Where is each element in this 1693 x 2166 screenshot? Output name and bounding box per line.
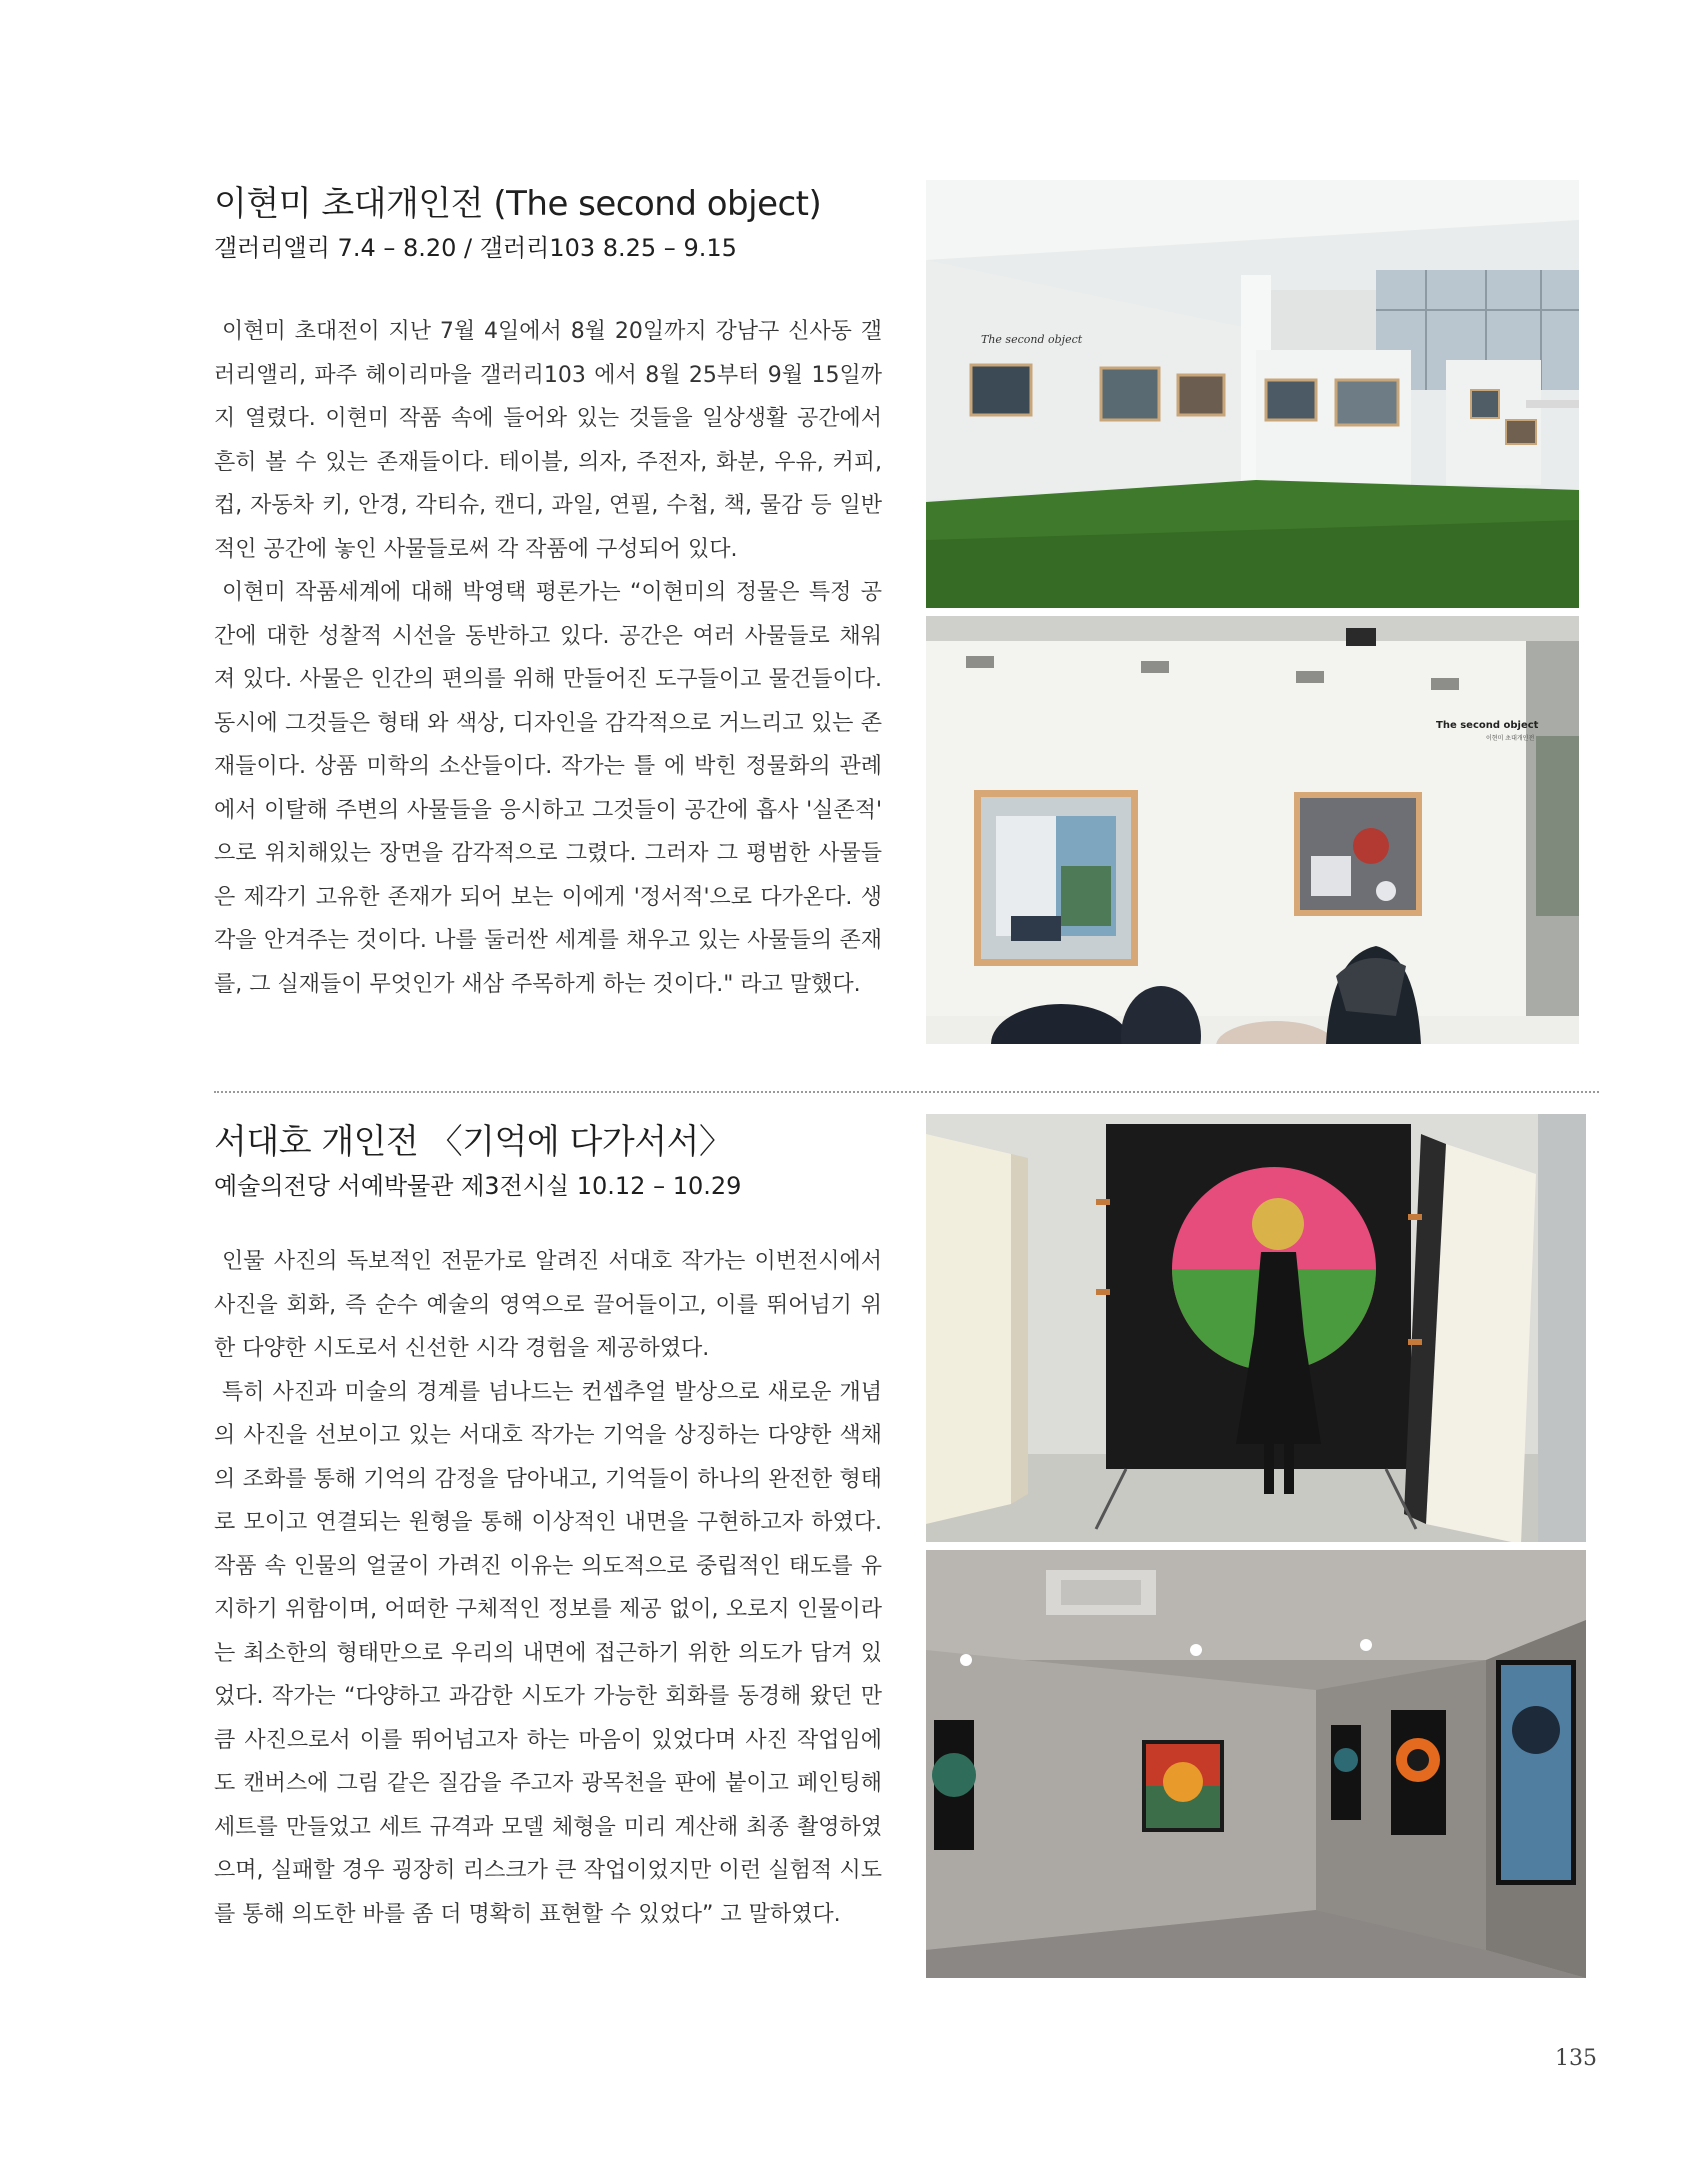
artwork-set-photo [926, 1114, 1586, 1542]
section-divider [214, 1091, 1599, 1093]
page-number: 135 [1555, 2046, 1597, 2071]
section2-paragraph-1: 인물 사진의 독보적인 전문가로 알려진 서대호 작가는 이번전시에서 사진을 회화, 즉 순수 예술의 영역으로 끌어들이고, 이를 뛰어넘기 위한 다양한 시도로서 신선한 시각 경험을 제공하였다. [214, 1249, 882, 1361]
section2-title: 서대호 개인전 〈기억에 다가서서〉 [214, 1122, 733, 1162]
section2-paragraph-2: 특히 사진과 미술의 경계를 넘나드는 컨셉추얼 발상으로 새로운 개념의 사진을 선보이고 있는 서대호 작가는 기억을 상징하는 다양한 색채의 조화를 통해 기억의 감정을 담아내고, 기억들이 하나의 완전한 형태로 모이고 연결되는 원형을 통해 이상적인 내면을 구현하고자 하였다. 작품 속 인물의 얼굴이 가려진 이유는 의도적으로 중립적인 태도를 유지하기 위함이며, 어떠한 구체적인 정보를 제공 없이, 오로지 인물이라는 최소한의 형태만으로 우리의 내면에 접근하기 위한 의도가 담겨 있었다. 작가는 “다양하고 과감한 시도가 가능한 회화를 동경해 왔던 만큼 사진으로서 이를 뛰어넘고자 하는 마음이 있었다며 사진 작업임에도 캔버스에 그림 같은 질감을 주고자 광목천을 판에 붙이고 페인팅해 세트를 만들었고 세트 규격과 모델 체형을 미리 계산해 최종 촬영하였으며, 실패할 경우 굉장히 리스크가 큰 작업이었지만 이런 실험적 시도를 통해 의도한 바를 좀 더 명확히 표현할 수 있었다” 고 말하였다. [214, 1379, 882, 1927]
section2-subtitle: 예술의전당 서예박물관 제3전시실 10.12 – 10.29 [214, 1172, 742, 1200]
photo1-sign-text: The second object [981, 333, 1083, 346]
gallery-photo-4 [926, 1550, 1586, 1978]
section1-body [214, 310, 882, 1006]
section2-body [214, 1240, 882, 1936]
section1-paragraph-2: 이현미 작품세계에 대해 박영택 평론가는 “이현미의 정물은 특정 공간에 대한 성찰적 시선을 동반하고 있다. 공간은 여러 사물들로 채워 져 있다. 사물은 인간의 편의를 위해 만들어진 도구들이고 물건들이다. 동시에 그것들은 형태 와 색상, 디자인을 감각적으로 거느리고 있는 존재들이다. 상품 미학의 소산들이다. 작가는 틀 에 박힌 정물화의 관례에서 이탈해 주변의 사물들을 응시하고 그것들이 공간에 흡사 '실존적' 으로 위치해있는 장면을 감각적으로 그렸다. 그러자 그 평범한 사물들은 제각기 고유한 존재가 되어 보는 이에게 '정서적'으로 다가온다. 생각을 안겨주는 것이다. 나를 둘러싼 세계를 채우고 있는 사물들의 존재를, 그 실재들이 무엇인가 새삼 주목하게 하는 것이다." 라고 말했다. [214, 580, 882, 997]
gallery-photo-1 [926, 180, 1579, 608]
gallery-photo-2 [926, 616, 1579, 1044]
section1-subtitle: 갤러리앨리 7.4 – 8.20 / 갤러리103 8.25 – 9.15 [214, 234, 737, 262]
section1-paragraph-1: 이현미 초대전이 지난 7월 4일에서 8월 20일까지 강남구 신사동 갤러리앨리, 파주 헤이리마을 갤러리103 에서 8월 25부터 9월 15일까지 열렸다. 이현미 작품 속에 들어와 있는 것들을 일상생활 공간에서 흔히 볼 수 있는 존재들이다. 테이블, 의자, 주전자, 화분, 우유, 커피, 컵, 자동차 키, 안경, 각티슈, 캔디, 과일, 연필, 수첩, 책, 물감 등 일반적인 공간에 놓인 사물들로써 각 작품에 구성되어 있다. [214, 319, 882, 562]
photo2-sign-title: The second object [1436, 720, 1539, 731]
photo2-sign-subtitle: 이현미 초대개인전 [1486, 735, 1535, 742]
section1-title: 이현미 초대개인전 (The second object) [214, 184, 822, 224]
